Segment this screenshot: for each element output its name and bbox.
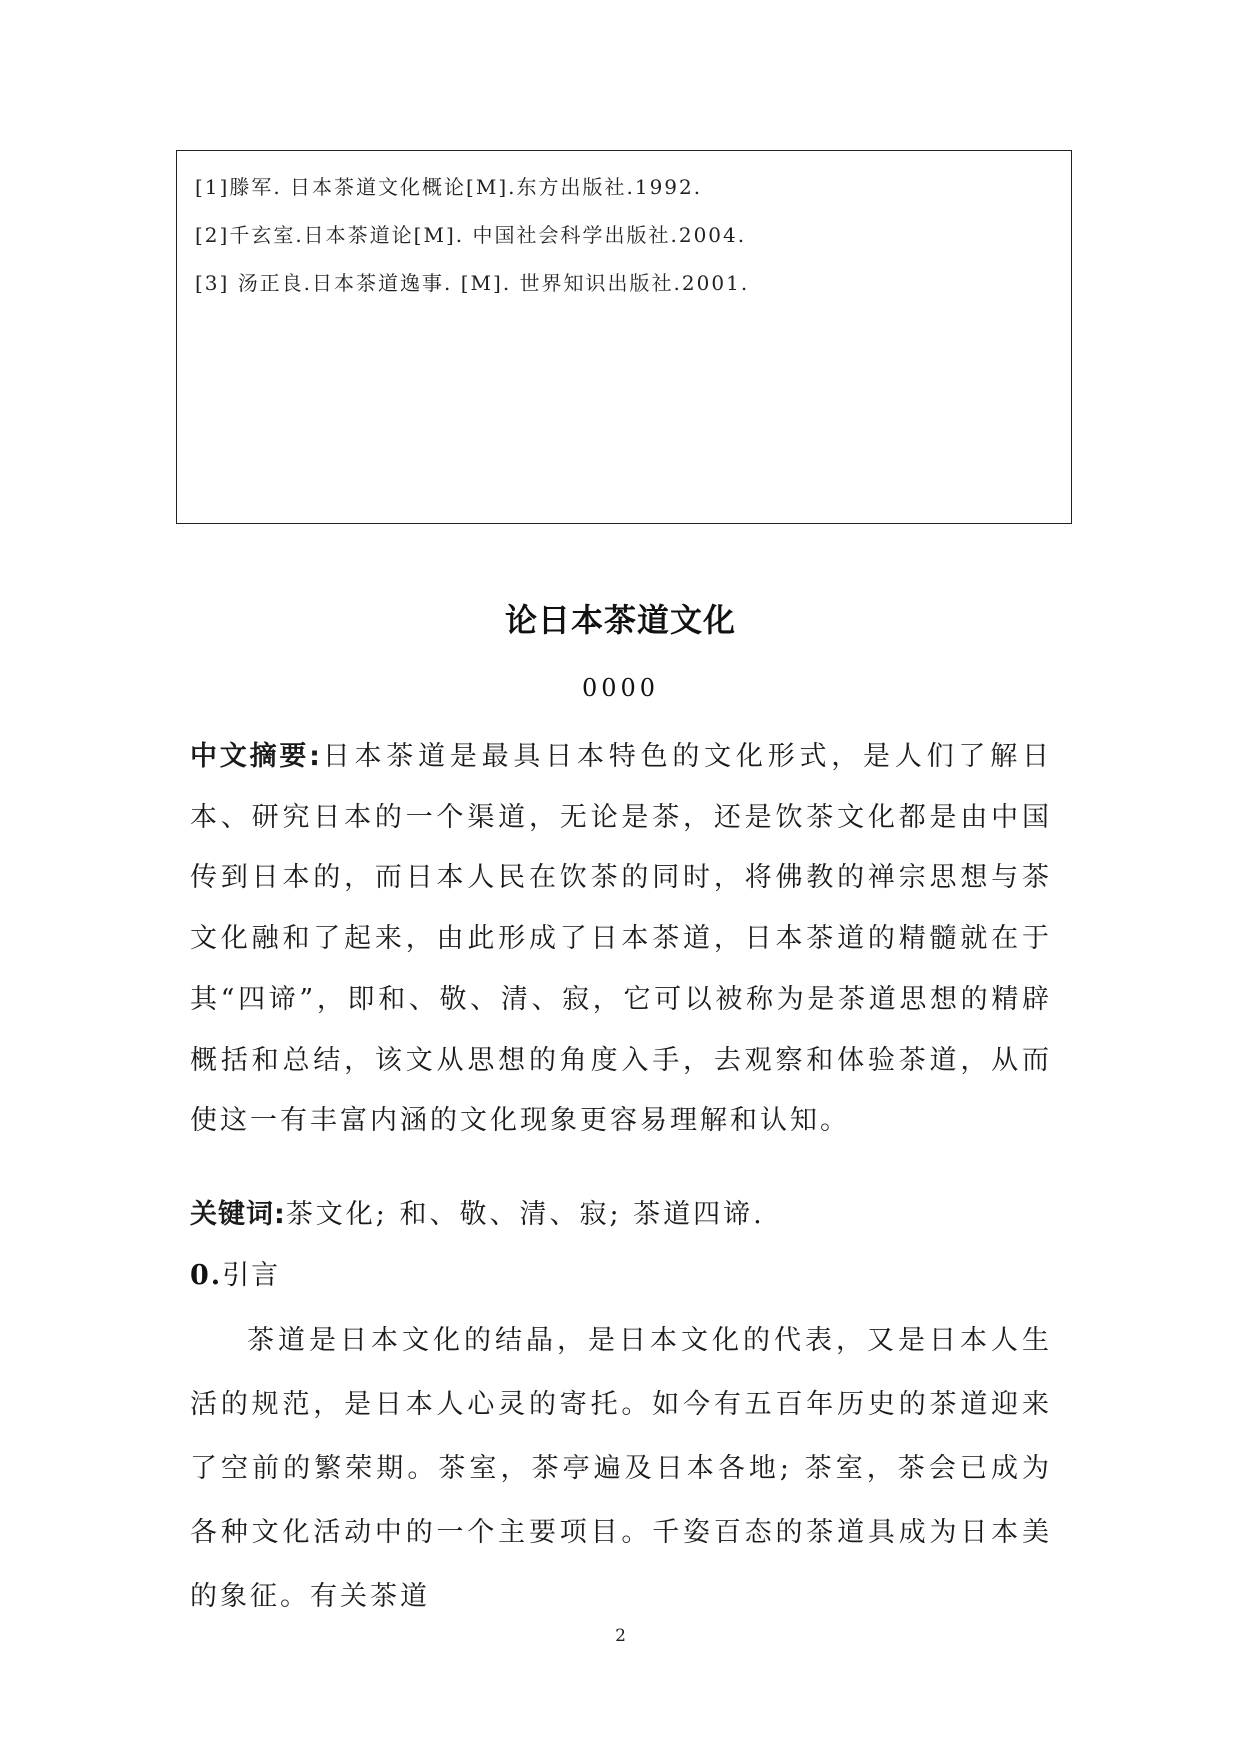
author: 0000 [581, 674, 660, 702]
references-box [176, 150, 1072, 524]
keywords-text: 茶文化; 和、敬、清、寂; 茶道四谛. [285, 1199, 765, 1230]
abstract [190, 727, 1052, 1152]
keywords [190, 1185, 1052, 1245]
page-number: 2 [615, 1626, 626, 1646]
reference-item: [1]滕军. 日本茶道文化概论[M].东方出版社.1992. [195, 175, 703, 199]
abstract-text: 日本茶道是最具日本特色的文化形式，是人们了解日本、研究日本的一个渠道，无论是茶，还是饮茶文化都是由中国传到日本的，而日本人民在饮茶的同时，将佛教的禅宗思想与茶文化融和了起来，由此形成了日本茶道，日本茶道的精髓就在于其“四谛”，即和、敬、清、寂，它可以被称为是茶道思想的精辟概括和总结，该文从思想的角度入手，去观察和体验茶道，从而使这一有丰富内涵的文化现象更容易理解和认知。 [190, 741, 1052, 1137]
abstract-label: 中文摘要: [190, 741, 321, 772]
section-title: 引言 [222, 1260, 281, 1291]
keywords-label: 关键词: [190, 1199, 286, 1230]
document-title: 论日本茶道文化 [504, 601, 736, 639]
section-heading [190, 1246, 280, 1306]
reference-item: [2]千玄室.日本茶道论[M]. 中国社会科学出版社.2004. [195, 223, 747, 247]
intro-paragraph: 茶道是日本文化的结晶，是日本文化的代表，又是日本人生活的规范，是日本人心灵的寄托。如今有五百年历史的茶道迎来了空前的繁荣期。茶室，茶亭遍及日本各地; 茶室，茶会已成为各种文化活动中的一个主要项目。千姿百态的茶道具成为日本美的象征。有关茶道 [190, 1325, 1052, 1612]
section-number: 0. [190, 1260, 223, 1291]
reference-item: [3] 汤正良.日本茶道逸事. [M]. 世界知识出版社.2001. [195, 271, 750, 295]
